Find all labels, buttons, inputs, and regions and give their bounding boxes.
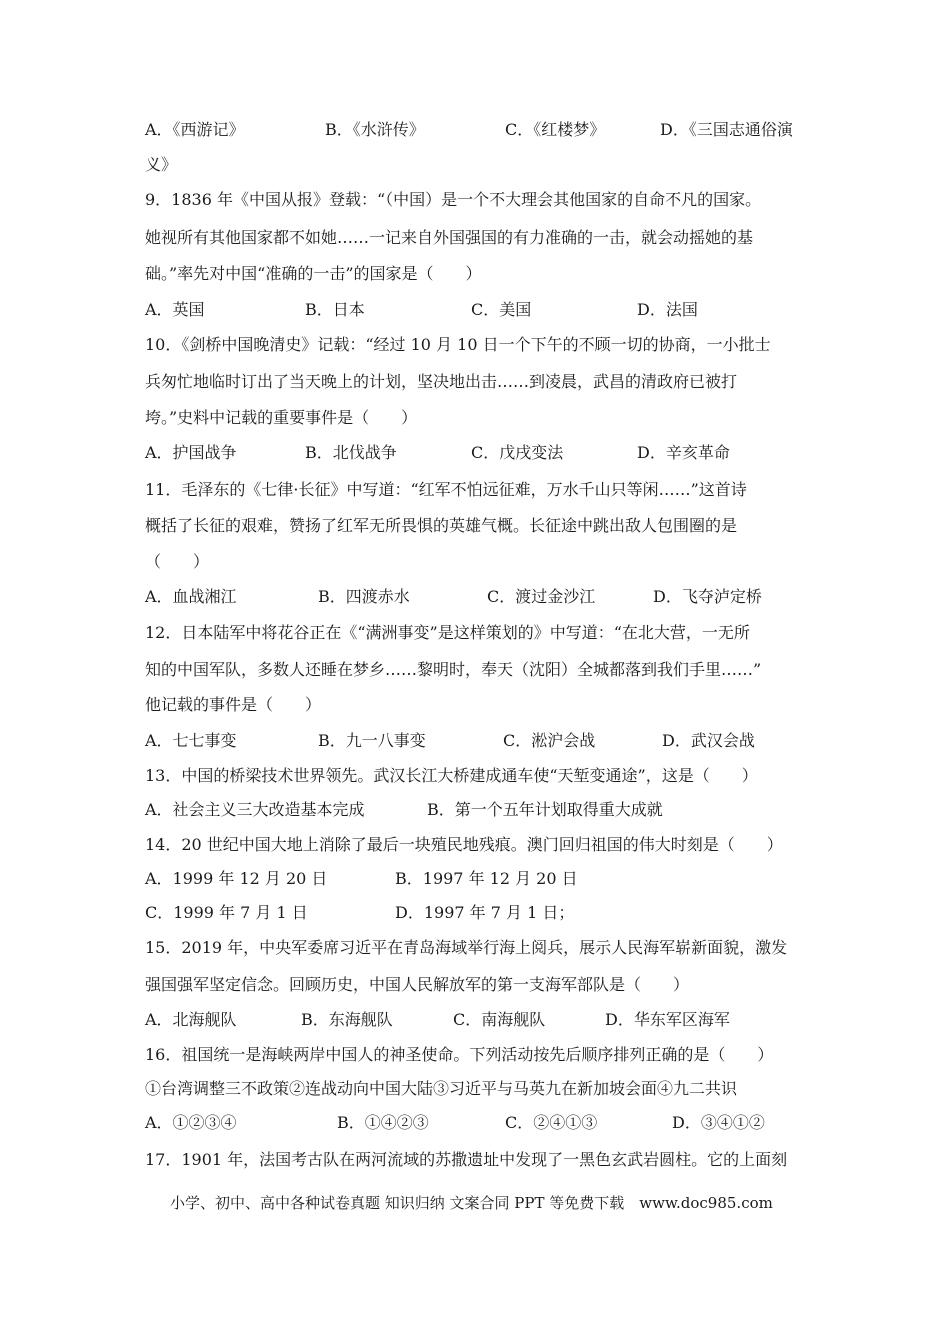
- q8-option-c: C．《红楼梦》: [505, 120, 606, 139]
- q10-option-b: B．北伐战争: [305, 443, 397, 462]
- q12-line-3: 他记载的事件是（ ）: [145, 695, 322, 714]
- q13-option-b: B．第一个五年计划取得重大成就: [427, 800, 663, 819]
- q11-line-1: 11．毛泽东的《七律·长征》中写道：“红军不怕远征难，万水千山只等闲……”这首诗: [145, 480, 747, 499]
- q8-option-d: D．《三国志通俗演: [660, 120, 793, 139]
- q15-option-b: B．东海舰队: [301, 1010, 393, 1029]
- q15-option-a: A．北海舰队: [145, 1010, 237, 1029]
- q9-line-3: 础。”率先对中国“准确的一击”的国家是（ ）: [145, 264, 482, 283]
- q12-option-b: B．九一八事变: [318, 731, 426, 750]
- q15-line-2: 强国强军坚定信念。回顾历史，中国人民解放军的第一支海军部队是（ ）: [145, 975, 690, 994]
- q9-option-c: C．美国: [471, 300, 532, 319]
- q10-option-a: A．护国战争: [145, 443, 237, 462]
- q11-option-d: D．飞夺泸定桥: [653, 587, 762, 606]
- q8-option-d-continued: 义》: [145, 155, 178, 174]
- q11-option-c: C．渡过金沙江: [487, 587, 596, 606]
- q12-line-2: 知的中国军队，多数人还睡在梦乡……黎明时，奉天（沈阳）全城都落到我们手里……”: [145, 660, 762, 679]
- q17-line-1: 17．1901 年，法国考古队在两河流域的苏撒遗址中发现了一黑色玄武岩圆柱。它的上面刻: [145, 1150, 788, 1169]
- q9-option-b: B．日本: [305, 300, 365, 319]
- q15-option-d: D．华东军区海军: [605, 1010, 730, 1029]
- q10-option-d: D．辛亥革命: [637, 443, 730, 462]
- q12-option-a: A．七七事变: [145, 731, 237, 750]
- q16-line-2: ①台湾调整三不政策②连战动向中国大陆③习近平与马英九在新加坡会面④九二共识: [145, 1079, 738, 1098]
- q15-line-1: 15．2019 年，中央军委席习近平在青岛海域举行海上阅兵，展示人民海军崭新面貌，激发: [145, 938, 788, 957]
- q16-option-d: D．③④①②: [672, 1113, 765, 1132]
- q14-option-d: D．1997 年 7 月 1 日；: [395, 903, 575, 922]
- q15-option-c: C．南海舰队: [453, 1010, 546, 1029]
- q12-option-d: D．武汉会战: [662, 731, 755, 750]
- q10-line-1: 10．《剑桥中国晚清史》记载：“经过 10 月 10 日一个下午的不顾一切的协商，一小批士: [145, 335, 771, 354]
- q14-option-a: A．1999 年 12 月 20 日: [145, 869, 328, 888]
- q13-line-1: 13．中国的桥梁技术世界领先。武汉长江大桥建成通车使“天堑变通途”，这是（ ）: [145, 766, 758, 785]
- q10-option-c: C．戊戌变法: [471, 443, 564, 462]
- q11-line-2: 概括了长征的艰难，赞扬了红军无所畏惧的英雄气概。长征途中跳出敌人包围圈的是: [145, 516, 738, 535]
- q16-option-b: B．①④②③: [337, 1113, 429, 1132]
- q12-line-1: 12．日本陆军中将花谷正在《“满洲事变”是这样策划的》中写道：“在北大营，一无所: [145, 623, 750, 642]
- q11-option-b: B．四渡赤水: [318, 587, 410, 606]
- q16-option-c: C．②④①③: [505, 1113, 598, 1132]
- q10-line-2: 兵匆忙地临时订出了当天晚上的计划，坚决地出击……到凌晨，武昌的清政府已被打: [145, 372, 738, 391]
- q9-line-1: 9．1836 年《中国从报》登载：“（中国）是一个不大理会其他国家的自命不凡的国家。: [145, 190, 762, 209]
- q14-option-c: C．1999 年 7 月 1 日: [145, 903, 308, 922]
- q16-line-1: 16．祖国统一是海峡两岸中国人的神圣使命。下列活动按先后顺序排列正确的是（ ）: [145, 1045, 774, 1064]
- q11-line-3: （ ）: [145, 552, 210, 571]
- q13-option-a: A．社会主义三大改造基本完成: [145, 800, 365, 819]
- q11-option-a: A．血战湘江: [145, 587, 237, 606]
- q12-option-c: C．淞沪会战: [503, 731, 596, 750]
- q16-option-a: A．①②③④: [145, 1113, 237, 1132]
- q9-option-a: A．英国: [145, 300, 205, 319]
- q10-line-3: 垮。”史料中记载的重要事件是（ ）: [145, 408, 418, 427]
- q8-option-a: A．《西游记》: [145, 120, 245, 139]
- q8-option-b: B．《水浒传》: [325, 120, 425, 139]
- q9-line-2: 她视所有其他国家都不如她……一记来自外国强国的有力准确的一击，就会动摇她的基: [145, 228, 754, 247]
- q9-option-d: D．法国: [637, 300, 698, 319]
- q14-option-b: B．1997 年 12 月 20 日: [395, 869, 578, 888]
- q14-line-1: 14．20 世纪中国大地上消除了最后一块殖民地残痕。澳门回归祖国的伟大时刻是（ ）: [145, 835, 783, 854]
- page-footer: 小学、初中、高中各种试卷真题 知识归纳 文案合同 PPT 等免费下载 www.doc985.com: [170, 1194, 773, 1212]
